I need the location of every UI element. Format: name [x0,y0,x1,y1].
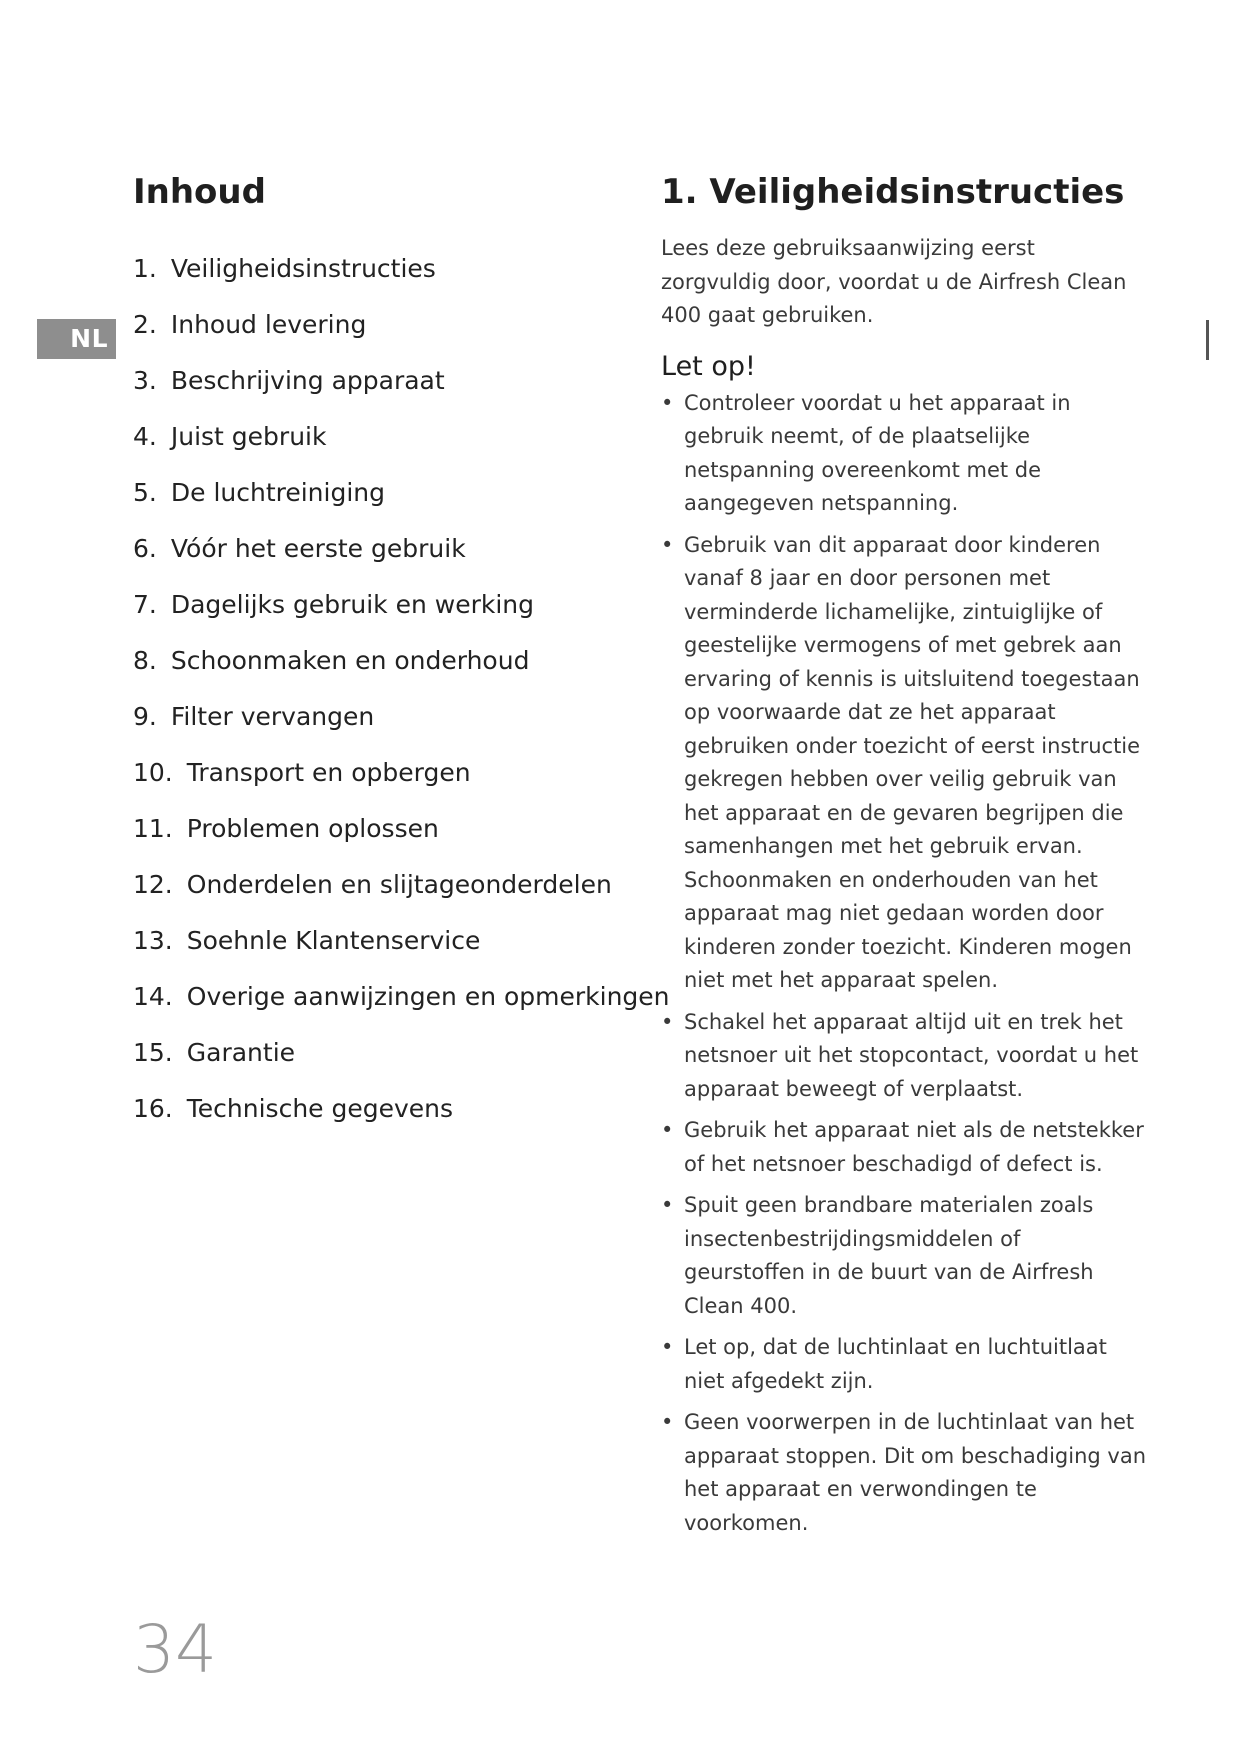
toc-item [133,1038,670,1094]
toc-item-number: 7. [133,590,157,619]
toc-item [133,254,670,310]
safety-bullet: • Gebruik het apparaat niet als de netstekker of het netsnoer beschadigd of defect is. [661,1114,1146,1181]
toc-item-label: Transport en opbergen [186,758,471,787]
toc-item [133,870,670,926]
toc-item-label: Filter vervangen [170,702,375,731]
language-tab: NL [37,319,116,359]
toc-item-label: De luchtreiniging [170,478,385,507]
table-of-contents [133,170,670,1123]
toc-item-label: Schoonmaken en onderhoud [170,646,530,675]
toc-item-number: 8. [133,646,157,675]
safety-bullet: • Let op, dat de luchtinlaat en luchtuitlaat niet afgedekt zijn. [661,1331,1146,1398]
toc-item [133,590,670,646]
safety-bullet: • Gebruik van dit apparaat door kinderen vanaf 8 jaar en door personen met verminderde lichamelijke, zintuiglijke of geestelijke vermogens of met gebrek aan ervaring of kennis is uitsluitend toegestaan op voorwaarde dat ze het apparaat gebruiken onder toezicht of eerst instructie gekregen hebben over veilig gebruik van het apparaat en de gevaren begrijpen die samenhangen met het gebruik ervan. Schoonmaken en onderhouden van het apparaat mag niet gedaan worden door kinderen zonder toezicht. Kinderen mogen niet met het apparaat spelen. [661,529,1146,998]
toc-item-number: 5. [133,478,157,507]
toc-item [133,702,670,758]
toc-item-number: 10. [133,758,173,787]
safety-section [661,170,1151,1548]
safety-bullet: • Controleer voordat u het apparaat in gebruik neemt, of de plaatselijke netspanning overeenkomt met de aangegeven netspanning. [661,387,1146,521]
toc-item-number: 12. [133,870,173,899]
toc-heading: Inhoud [133,172,266,212]
toc-item-label: Juist gebruik [170,422,327,451]
toc-item-number: 4. [133,422,157,451]
toc-item [133,366,670,422]
intro-paragraph: Lees deze gebruiksaanwijzing eerst zorgvuldig door, voordat u de Airfresh Clean 400 gaat gebruiken. [661,236,1127,327]
page-number: 34 [133,1611,217,1688]
margin-marker [1206,320,1209,360]
safety-bullet: • Spuit geen brandbare materialen zoals insectenbestrijdingsmiddelen of geurstoffen in de buurt van de Airfresh Clean 400. [661,1189,1146,1323]
toc-item [133,758,670,814]
toc-item-label: Overige aanwijzingen en opmerkingen [186,982,670,1011]
toc-item-number: 16. [133,1094,173,1123]
toc-item [133,982,670,1038]
safety-bullet: • Geen voorwerpen in de luchtinlaat van het apparaat stoppen. Dit om beschadiging van het apparaat en verwondingen te voorkomen. [661,1406,1146,1540]
toc-item [133,1094,670,1150]
toc-list [133,254,670,1150]
toc-item [133,814,670,870]
toc-item-number: 2. [133,310,157,339]
warning-subheading: Let op! [661,350,756,382]
toc-item-number: 15. [133,1038,173,1067]
toc-item [133,422,670,478]
toc-item-label: Soehnle Klantenservice [186,926,481,955]
toc-item-label: Onderdelen en slijtageonderdelen [186,870,612,899]
toc-item-label: Problemen oplossen [186,814,439,843]
toc-item-label: Garantie [186,1038,296,1067]
toc-item-number: 1. [133,254,157,283]
toc-item-label: Technische gegevens [186,1094,454,1123]
toc-item-label: Veiligheidsinstructies [170,254,436,283]
toc-item [133,646,670,702]
toc-item [133,478,670,534]
safety-bullet-list [661,387,1151,1541]
safety-bullet: • Schakel het apparaat altijd uit en trek het netsnoer uit het stopcontact, voordat u het apparaat beweegt of verplaatst. [661,1006,1146,1107]
toc-item-label: Inhoud levering [170,310,367,339]
toc-item [133,310,670,366]
toc-item-label: Dagelijks gebruik en werking [170,590,534,619]
toc-item-label: Beschrijving apparaat [170,366,445,395]
toc-item-number: 3. [133,366,157,395]
toc-item-label: Vóór het eerste gebruik [170,534,466,563]
toc-item-number: 13. [133,926,173,955]
toc-item-number: 14. [133,982,173,1011]
toc-item [133,534,670,590]
toc-item-number: 9. [133,702,157,731]
toc-item [133,926,670,982]
section-heading: 1. Veiligheidsinstructies [661,172,1125,212]
toc-item-number: 11. [133,814,173,843]
toc-item-number: 6. [133,534,157,563]
